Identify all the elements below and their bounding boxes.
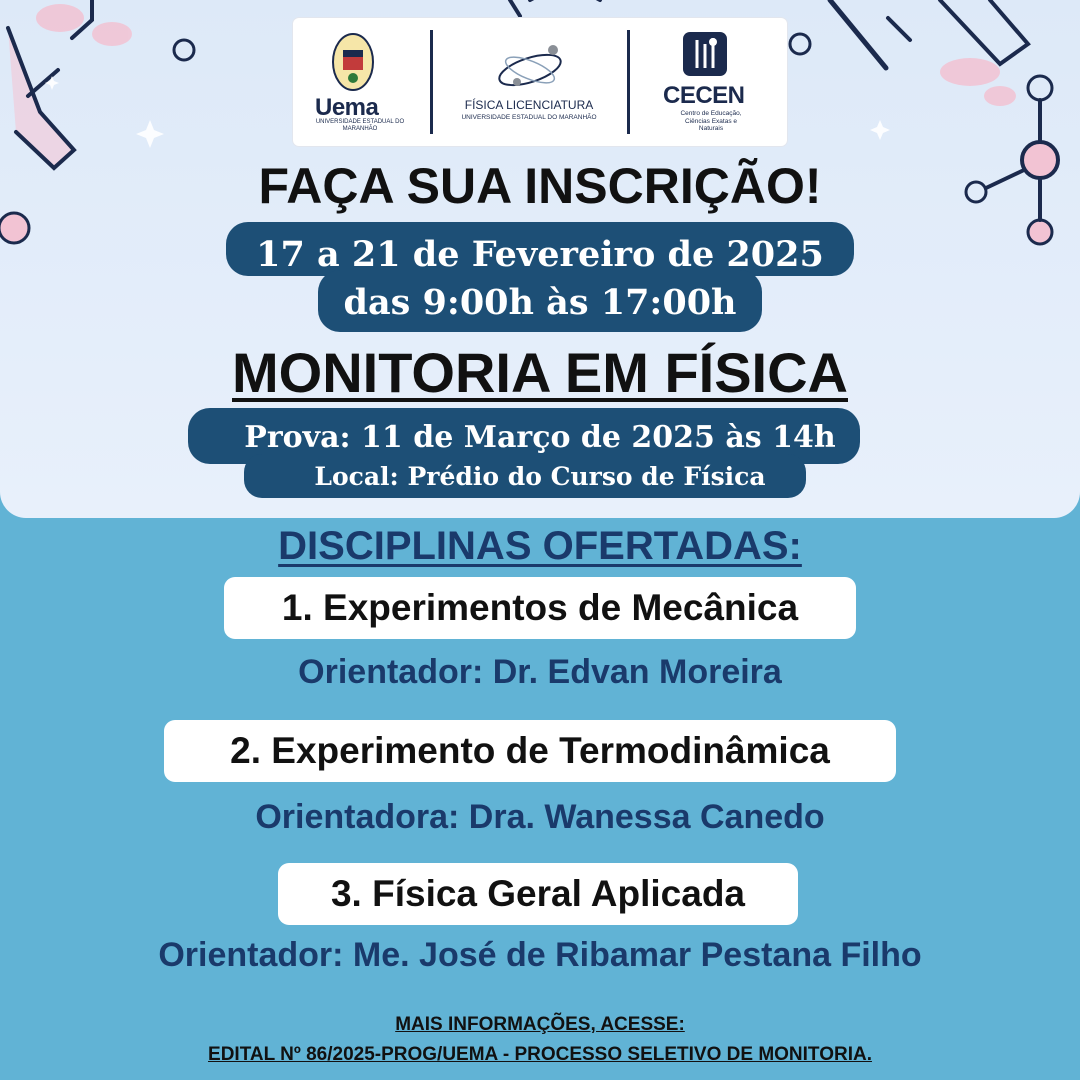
logo-divider xyxy=(430,30,433,134)
logo-banner xyxy=(293,18,787,146)
fisica-logo-subtitle: UNIVERSIDADE ESTADUAL DO MARANHÃO xyxy=(461,114,597,121)
course-card: 3. Física Geral Aplicada xyxy=(278,863,798,925)
uema-logo-subtitle: UNIVERSIDADE ESTADUAL DO MARANHÃO xyxy=(315,119,405,132)
footer-info-label: MAIS INFORMAÇÕES, ACESSE: xyxy=(395,1014,685,1035)
exam-date: Prova: 11 de Março de 2025 às 14h xyxy=(244,420,836,455)
cecen-logo-text: CECEN xyxy=(663,82,745,109)
section-title: DISCIPLINAS OFERTADAS: xyxy=(278,524,802,568)
registration-hours: das 9:00h às 17:00h xyxy=(343,282,737,323)
uema-logo-text: Uema xyxy=(315,94,379,121)
uema-crest-icon xyxy=(331,32,375,92)
headline: FAÇA SUA INSCRIÇÃO! xyxy=(258,158,822,214)
course-advisor: Orientador: Me. José de Ribamar Pestana Filho xyxy=(158,936,922,974)
program-title: MONITORIA EM FÍSICA xyxy=(232,341,848,404)
cecen-emblem-icon xyxy=(683,32,727,76)
registration-dates: 17 a 21 de Fevereiro de 2025 xyxy=(256,234,824,275)
logo-divider xyxy=(627,30,630,134)
course-card: 1. Experimentos de Mecânica xyxy=(224,577,856,639)
atom-icon xyxy=(493,40,567,94)
course-advisor: Orientador: Dr. Edvan Moreira xyxy=(298,653,782,691)
course-card: 2. Experimento de Termodinâmica xyxy=(164,720,896,782)
course-advisor: Orientadora: Dra. Wanessa Canedo xyxy=(255,798,825,836)
exam-location: Local: Prédio do Curso de Física xyxy=(314,462,766,491)
footer-edital-link[interactable]: EDITAL Nº 86/2025-PROG/UEMA - PROCESSO SELETIVO DE MONITORIA. xyxy=(208,1044,872,1065)
top-panel xyxy=(0,0,1080,518)
cecen-logo-subtitle: Centro de Educação, Ciências Exatas e Naturais xyxy=(680,110,742,132)
fisica-logo-text: FÍSICA LICENCIATURA xyxy=(464,98,594,112)
